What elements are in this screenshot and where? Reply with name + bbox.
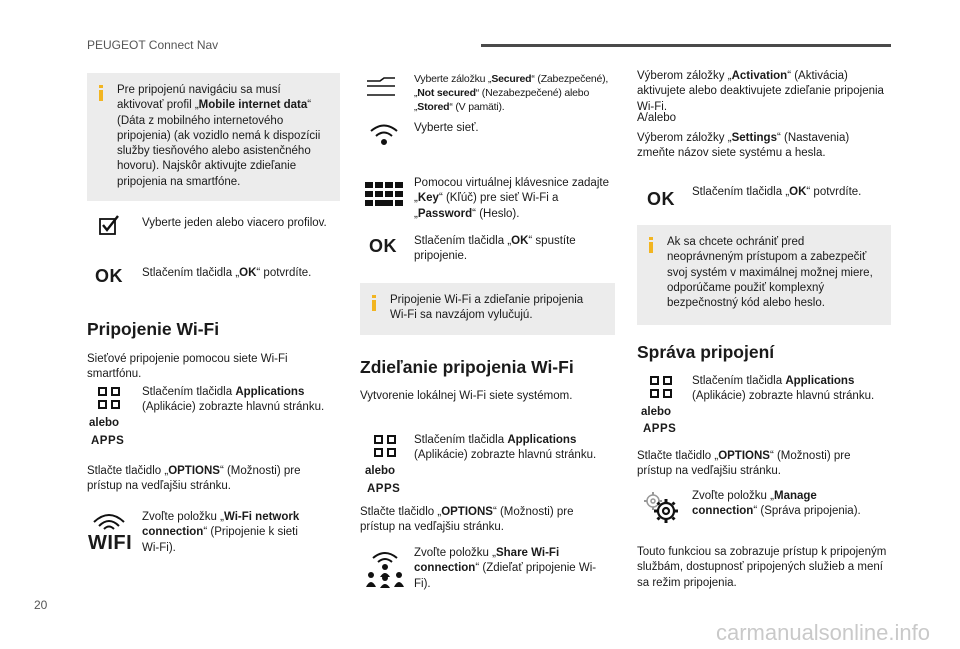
info-box-exclusive bbox=[360, 283, 615, 335]
info-text: Pripojenie Wi-Fi a zdieľanie pripojenia Wi-Fi sa navzájom vylučujú. bbox=[390, 294, 584, 322]
watermark: carmanualsonline.info bbox=[715, 620, 930, 645]
info-text: Ak sa chcete ochrániť pred neoprávneným prístupom a zabezpečiť svoj systém v maximálnej možnej miere, odporúčame použiť komplexný bezpečnostný kód alebo heslo. bbox=[667, 236, 873, 310]
info-text: Pre pripojenú navigáciu sa musí aktivovať profil „ bbox=[117, 84, 281, 112]
alebo-label: alebo bbox=[641, 406, 672, 418]
sharing-intro: Vytvorenie lokálnej Wi-Fi siete systémom. bbox=[360, 390, 573, 402]
step-open-applications: Stlačením tlačidla Applications (Aplikácie) zobrazte hlavnú stránku. bbox=[414, 434, 597, 462]
ok-icon: OK bbox=[95, 266, 123, 286]
applications-grid-icon bbox=[649, 375, 673, 404]
info-icon bbox=[97, 85, 106, 101]
and-or-label: A/alebo bbox=[637, 112, 677, 124]
apps-button-icon: APPS bbox=[91, 435, 125, 447]
applications-grid-icon bbox=[97, 386, 121, 415]
running-header: PEUGEOT Connect Nav bbox=[87, 38, 219, 52]
step-ok-start-connection: Stlačením tlačidla „OK“ spustíte pripojenie. bbox=[414, 235, 576, 263]
connection-management-description: Touto funkciou sa zobrazuje prístup k pripojeným službám, dostupnosť pripojených služieb a mení sa režim pripojenia. bbox=[637, 546, 887, 589]
step-ok-confirm: Stlačením tlačidla „OK“ potvrdíte. bbox=[692, 186, 862, 198]
step-options: Stlačte tlačidlo „OPTIONS“ (Možnosti) pre prístup na vedľajšiu stránku. bbox=[360, 506, 574, 534]
share-wifi-icon bbox=[365, 550, 405, 593]
apps-button-icon: APPS bbox=[367, 483, 401, 495]
heading-wifi-sharing: Zdieľanie pripojenia Wi-Fi bbox=[360, 357, 574, 377]
info-text: “ (Dáta z mobilného internetového pripojenia) (ak vozidlo nemá k dispozícii služby tiesňového alebo asistenčného hovoru). Najskôr aktivujte zdieľanie pripojenia na smartfóne. bbox=[117, 99, 321, 188]
step-select-network: Vyberte sieť. bbox=[414, 122, 479, 134]
ok-icon: OK bbox=[647, 189, 675, 209]
checkbox-icon bbox=[98, 214, 122, 241]
step-manage-connection: Zvoľte položku „Manage connection“ (Správa pripojenia). bbox=[692, 490, 861, 518]
page-number: 20 bbox=[34, 598, 48, 612]
header-rule bbox=[481, 44, 891, 47]
step-ok-confirm: Stlačením tlačidla „OK“ potvrdíte. bbox=[142, 267, 312, 279]
step-enter-key-password: Pomocou virtuálnej klávesnice zadajte „Key“ (Kľúč) pre sieť Wi-Fi a „Password“ (Heslo). bbox=[414, 177, 609, 220]
step-select-tab: Vyberte záložku „Secured“ (Zabezpečené), „Not secured“ (Nezabezpečené) alebo „Stored“ (V pamäti). bbox=[414, 73, 609, 113]
step-select-profiles: Vyberte jeden alebo viacero profilov. bbox=[142, 217, 327, 229]
info-box-security bbox=[637, 225, 891, 325]
alebo-label: alebo bbox=[89, 417, 120, 429]
step-options: Stlačte tlačidlo „OPTIONS“ (Možnosti) pre prístup na vedľajšiu stránku. bbox=[637, 450, 851, 478]
applications-grid-icon bbox=[373, 434, 397, 463]
tab-selection-icon bbox=[366, 77, 396, 102]
info-icon bbox=[647, 237, 656, 253]
step-wifi-network-connection: Zvoľte položku „Wi-Fi network connection“ (Pripojenie k sieti Wi-Fi). bbox=[142, 511, 300, 554]
step-open-applications: Stlačením tlačidla Applications (Aplikácie) zobrazte hlavnú stránku. bbox=[142, 386, 325, 414]
gear-settings-icon bbox=[641, 490, 681, 531]
ok-icon: OK bbox=[369, 236, 397, 256]
step-activation: Výberom záložky „Activation“ (Aktivácia) aktivujete alebo deaktivujete zdieľanie pripojenia Wi-Fi. bbox=[637, 70, 884, 113]
alebo-label: alebo bbox=[365, 465, 396, 477]
wifi-signal-icon bbox=[368, 122, 400, 151]
wifi-intro: Sieťové pripojenie pomocou siete Wi-Fi smartfónu. bbox=[87, 353, 288, 381]
step-open-applications: Stlačením tlačidla Applications (Aplikácie) zobrazte hlavnú stránku. bbox=[692, 375, 875, 403]
info-icon bbox=[370, 295, 379, 311]
step-settings: Výberom záložky „Settings“ (Nastavenia) zmeňte názov siete systému a hesla. bbox=[637, 132, 850, 160]
keyboard-icon bbox=[365, 182, 403, 211]
info-text-bold: Mobile internet data bbox=[198, 99, 308, 112]
heading-wifi-connection: Pripojenie Wi-Fi bbox=[87, 319, 220, 339]
step-share-wifi-connection: Zvoľte položku „Share Wi-Fi connection“ (Zdieľať pripojenie Wi-Fi). bbox=[414, 547, 597, 590]
step-options: Stlačte tlačidlo „OPTIONS“ (Možnosti) pre prístup na vedľajšiu stránku. bbox=[87, 465, 301, 493]
heading-connection-management: Správa pripojení bbox=[637, 342, 775, 362]
info-box-mobile-data bbox=[87, 73, 340, 201]
apps-button-icon: APPS bbox=[643, 423, 677, 435]
wifi-label-icon: WIFI bbox=[88, 532, 133, 554]
